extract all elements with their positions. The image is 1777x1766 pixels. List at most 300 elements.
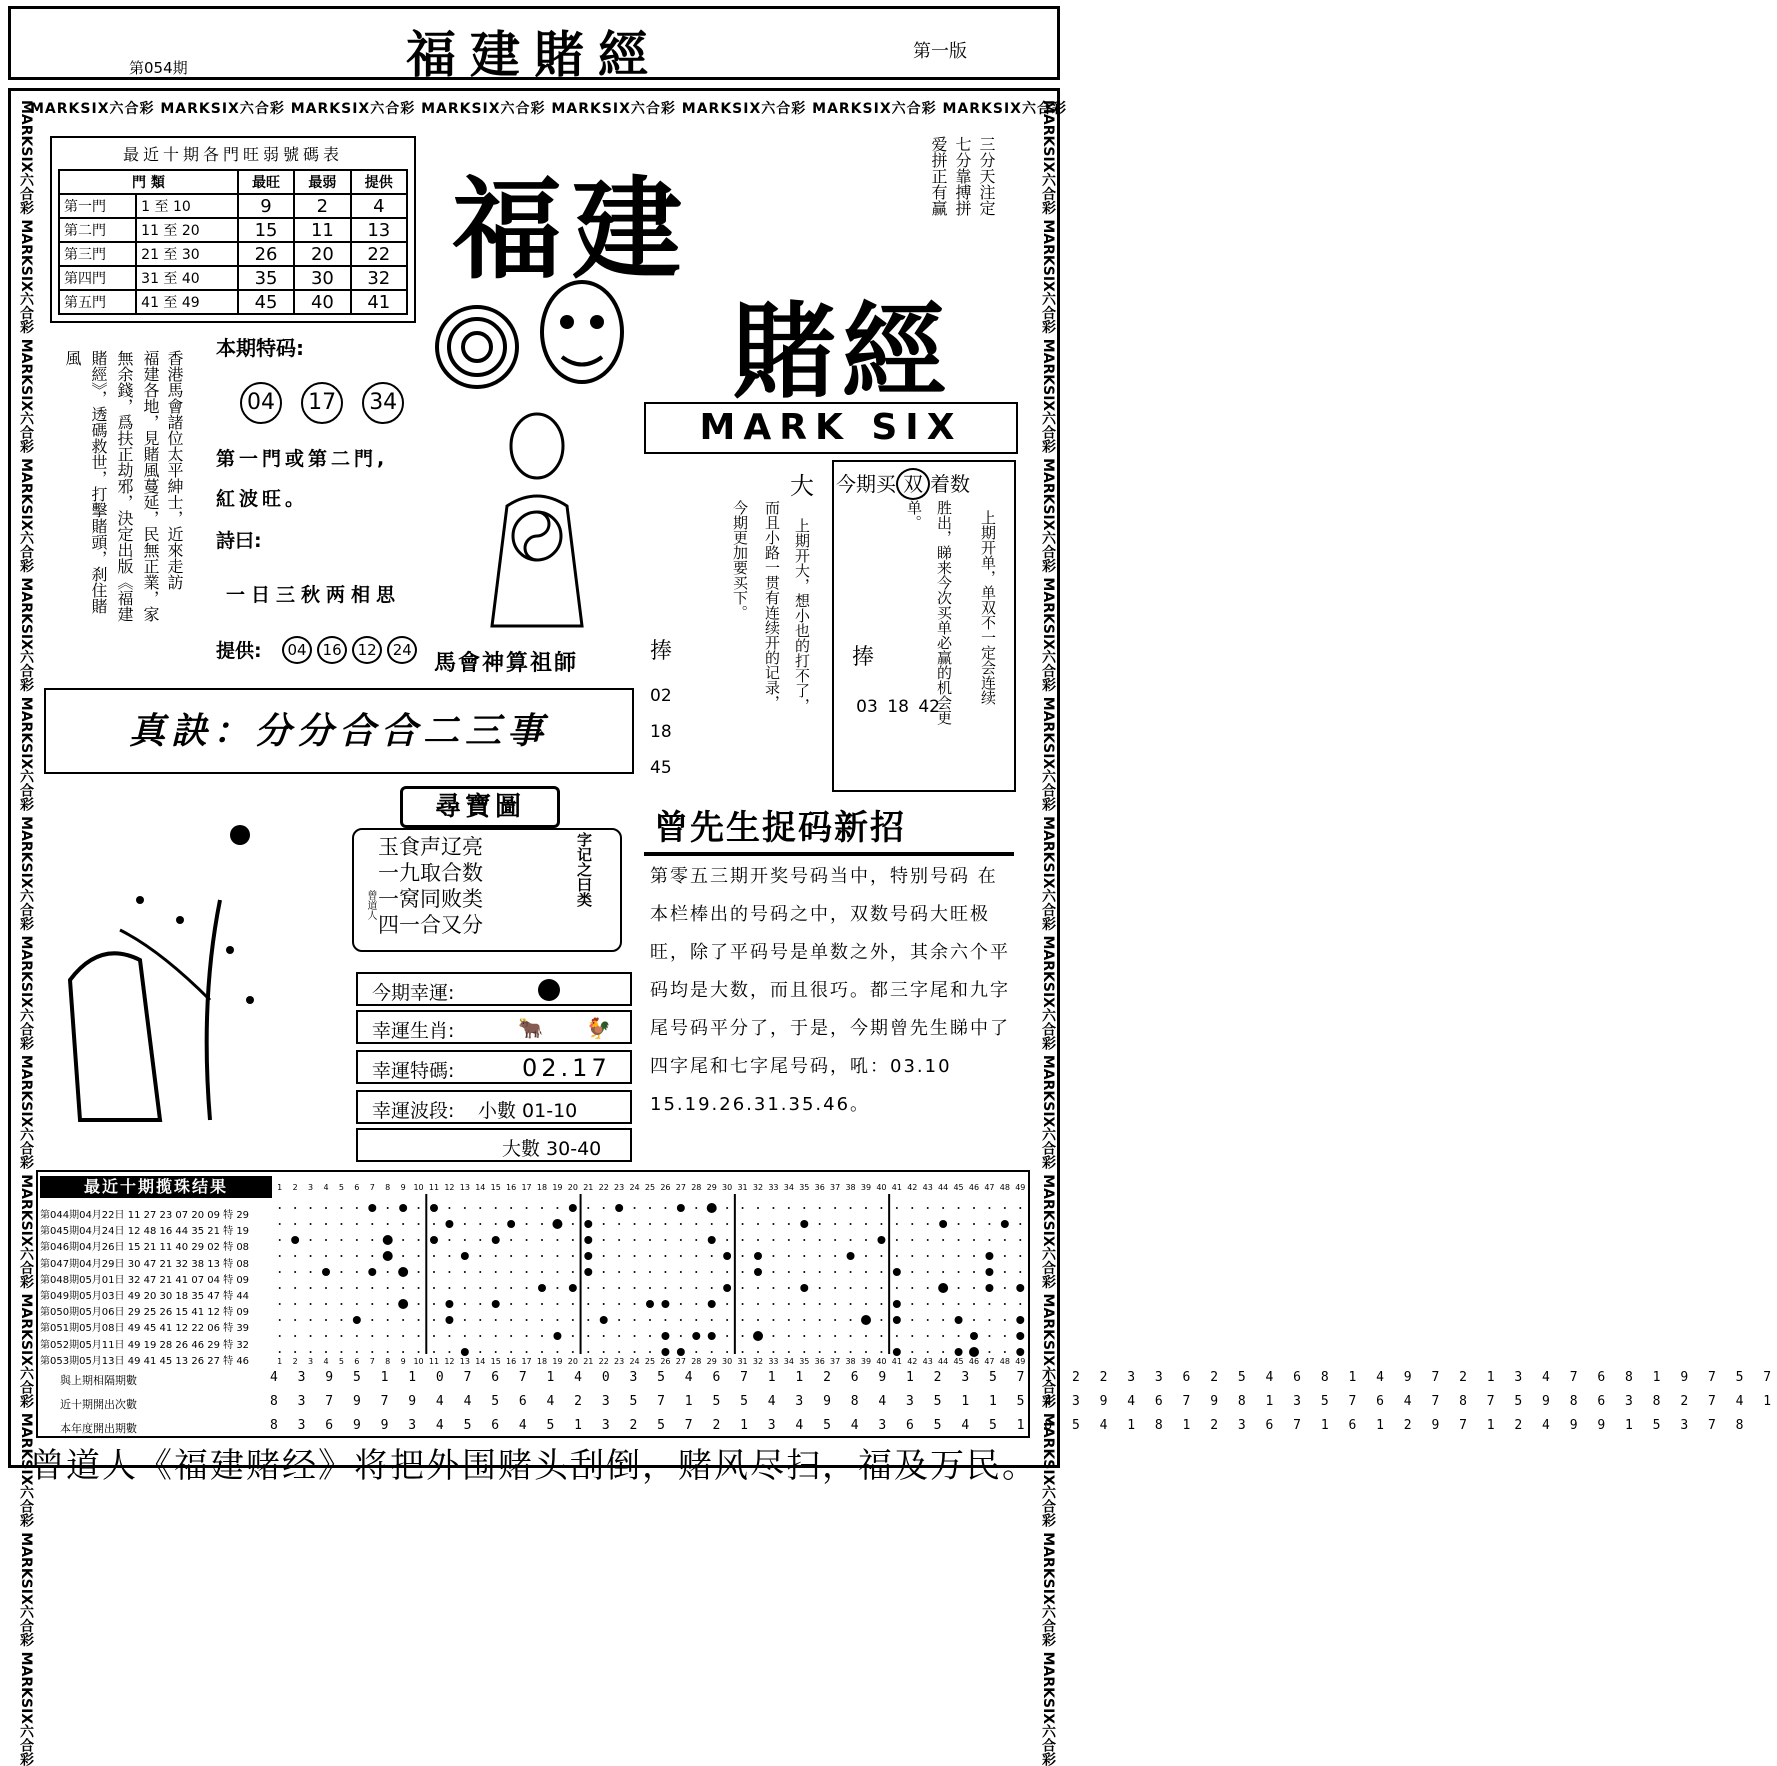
grid-dot: [479, 1239, 481, 1241]
grid-dot: [865, 1335, 867, 1337]
grid-dot: [865, 1271, 867, 1273]
door-name: 第三門: [59, 242, 136, 266]
drawn-ball-mark: [800, 1284, 808, 1292]
ball-number-footer: 8: [385, 1357, 391, 1366]
drawn-ball-mark: [584, 1268, 592, 1276]
grid-dot: [464, 1207, 466, 1209]
ball-number-footer: 39: [860, 1357, 872, 1366]
grid-dot: [418, 1351, 420, 1353]
grid-dot: [572, 1255, 574, 1257]
right-strip: MARKSIX六合彩 MARKSIX六合彩 MARKSIX六合彩 MARKSIX六合彩 MARKSIX六合彩 MARKSIX六合彩 MARKSIX六合彩 MARKSIX六合彩 MARKSIX六合彩 MARKSIX六合彩 MARKSIX六合彩 MARKSIX六合彩 MARKSIX六合彩 MARKSIX六合彩: [1040, 100, 1056, 1766]
drawn-ball-mark: [893, 1300, 901, 1308]
grid-dot: [772, 1335, 774, 1337]
ball-number-header: 18: [536, 1183, 548, 1192]
grid-dot: [495, 1319, 497, 1321]
grid-dot: [495, 1351, 497, 1353]
grid-dot: [603, 1351, 605, 1353]
table-row: [59, 242, 407, 266]
article-col: 香港馬會諸位太平紳士，近來走訪: [165, 350, 184, 590]
grid-dot: [850, 1319, 852, 1321]
grid-dot: [726, 1351, 728, 1353]
door-name: 第五門: [59, 290, 136, 314]
grid-dot: [294, 1287, 296, 1289]
grid-dot: [711, 1271, 713, 1273]
grid-dot: [356, 1255, 358, 1257]
drawn-ball-mark: [661, 1332, 669, 1340]
grid-dot: [850, 1271, 852, 1273]
grid-dot: [680, 1303, 682, 1305]
grid-dot: [927, 1207, 929, 1209]
hot-value: 9: [238, 194, 294, 218]
results-row: 第052期05月11日 49 19 28 26 46 29 特 32: [40, 1339, 250, 1351]
grid-dot: [850, 1207, 852, 1209]
drawn-ball-mark: [1016, 1332, 1024, 1340]
special-code: 04: [240, 382, 282, 424]
grid-dot: [819, 1271, 821, 1273]
grid-dot: [742, 1351, 744, 1353]
lucky-row: [356, 972, 632, 1006]
drawn-ball-mark: [322, 1268, 330, 1276]
col-header: 最旺: [238, 170, 294, 194]
grid-dot: [664, 1319, 666, 1321]
grid-dot: [958, 1271, 960, 1273]
grid-dot: [880, 1351, 882, 1353]
grid-dot: [927, 1223, 929, 1225]
ball-number-footer: 10: [413, 1357, 424, 1366]
stat-row: 4 3 9 5 1 1 0 7 6 7 1 4 0 3 5 4 6 7 1 1 2 6 9 1 2 3 5 7 1 2 2 3 3 6 2 5 4 6 8 1 4 9 7 2 1 3 4 7 6 8 1 9 7 5 7: [270, 1370, 1777, 1385]
ball-number-footer: 36: [814, 1357, 825, 1366]
grid-dot: [757, 1207, 759, 1209]
grid-dot: [418, 1223, 420, 1225]
hot-value: 26: [238, 242, 294, 266]
grid-dot: [711, 1351, 713, 1353]
grid-dot: [572, 1319, 574, 1321]
grid-dot: [664, 1287, 666, 1289]
grid-dot: [865, 1207, 867, 1209]
ball-number-footer: 3: [308, 1357, 314, 1366]
grid-dot: [803, 1255, 805, 1257]
grid-dot: [634, 1351, 636, 1353]
ball-number-footer: 41: [891, 1357, 902, 1366]
grid-dot: [340, 1207, 342, 1209]
grid-dot: [541, 1303, 543, 1305]
grid-dot: [788, 1207, 790, 1209]
give-value: 22: [351, 242, 407, 266]
grid-dot: [371, 1287, 373, 1289]
grid-dot: [695, 1223, 697, 1225]
grid-dot: [294, 1255, 296, 1257]
drawn-ball-mark: [1016, 1284, 1024, 1292]
grid-dot: [649, 1207, 651, 1209]
grid-dot: [680, 1239, 682, 1241]
ball-number-header: 40: [876, 1183, 887, 1192]
grid-dot: [510, 1303, 512, 1305]
grid-dot: [819, 1351, 821, 1353]
big-char: 大: [790, 472, 814, 500]
grid-dot: [418, 1271, 420, 1273]
grid-dot: [726, 1319, 728, 1321]
grid-dot: [371, 1335, 373, 1337]
drawn-ball-mark: [368, 1268, 376, 1276]
ball-number-footer: 4: [323, 1357, 329, 1366]
grid-dot: [541, 1207, 543, 1209]
grid-dot: [788, 1271, 790, 1273]
article-col: 福建各地，見賭風蔓延，民無正業，家: [141, 350, 160, 622]
grid-dot: [418, 1319, 420, 1321]
ball-number-header: 10: [413, 1183, 424, 1192]
grid-dot: [927, 1319, 929, 1321]
grid-dot: [603, 1271, 605, 1273]
grid-dot: [896, 1287, 898, 1289]
grid-dot: [310, 1303, 312, 1305]
drawn-ball-mark: [1016, 1316, 1024, 1324]
buy-text-col: 胜出，睇来今次买单必赢的机会更: [935, 500, 953, 725]
results-row: 第051期05月08日 49 45 41 12 22 06 特 39: [40, 1323, 250, 1335]
drawn-ball-mark: [754, 1252, 762, 1260]
grid-dot: [757, 1319, 759, 1321]
grid-dot: [433, 1351, 435, 1353]
grid-dot: [788, 1239, 790, 1241]
grid-dot: [880, 1287, 882, 1289]
grid-dot: [834, 1351, 836, 1353]
ball-number-header: 43: [922, 1183, 933, 1192]
grid-dot: [880, 1319, 882, 1321]
grid-dot: [649, 1351, 651, 1353]
ball-number-footer: 42: [907, 1357, 918, 1366]
grid-dot: [1004, 1255, 1006, 1257]
grid-dot: [279, 1351, 281, 1353]
motto-col: 七分靠搏拼: [953, 136, 972, 216]
grid-dot: [371, 1255, 373, 1257]
treasure-line: 一窝同败类: [378, 887, 483, 911]
ball-number-header: 17: [521, 1183, 532, 1192]
grid-dot: [310, 1335, 312, 1337]
grid-dot: [464, 1223, 466, 1225]
drawn-ball-mark: [723, 1284, 731, 1292]
ball-number-header: 14: [475, 1183, 486, 1192]
special-ball-mark: [383, 1235, 393, 1245]
drawn-ball-mark: [368, 1204, 376, 1212]
grid-dot: [618, 1335, 620, 1337]
header-box: [8, 6, 1060, 84]
grid-dot: [433, 1255, 435, 1257]
grid-dot: [711, 1255, 713, 1257]
grid-dot: [433, 1335, 435, 1337]
grid-dot: [510, 1255, 512, 1257]
grid-dot: [479, 1303, 481, 1305]
grid-dot: [294, 1303, 296, 1305]
grid-dot: [726, 1335, 728, 1337]
ball-number-footer: 33: [768, 1357, 779, 1366]
grid-dot: [618, 1303, 620, 1305]
grid-dot: [695, 1303, 697, 1305]
grid-dot: [634, 1287, 636, 1289]
ball-number-footer: 47: [984, 1357, 995, 1366]
drawn-ball-mark: [708, 1236, 716, 1244]
provide-code: 16: [317, 636, 347, 664]
drawn-ball-mark: [538, 1284, 546, 1292]
grid-dot: [541, 1271, 543, 1273]
grid-dot: [387, 1319, 389, 1321]
drawn-ball-mark: [800, 1220, 808, 1228]
grid-dot: [988, 1303, 990, 1305]
grid-dot: [927, 1335, 929, 1337]
grid-dot: [310, 1255, 312, 1257]
grid-dot: [371, 1351, 373, 1353]
grid-dot: [726, 1239, 728, 1241]
grid-dot: [896, 1255, 898, 1257]
drawn-ball-mark: [1016, 1348, 1024, 1356]
provide-codes: [282, 636, 417, 664]
grid-dot: [911, 1207, 913, 1209]
grid-dot: [310, 1223, 312, 1225]
treasure-title-box: [400, 786, 560, 828]
lucky-value: 大數 30-40: [502, 1138, 602, 1160]
grid-dot: [865, 1351, 867, 1353]
ball-number-footer: 28: [691, 1357, 702, 1366]
grid-dot: [356, 1303, 358, 1305]
spiral-icon: [432, 302, 522, 392]
door-range: 11 至 20: [136, 218, 238, 242]
zeng-body: 第零五三期开奖号码当中，特别号码 在本栏棒出的号码之中，双数号码大旺极旺，除了平码号是单数之外，其余六个平码均是大数，而且很巧。都三字尾和九字尾号码平分了，于是，今期曾先生睇中了四字尾和七字尾号码，吼：03.10 15.19.26.31.35.46。: [650, 866, 1010, 1115]
ball-number-footer: 30: [722, 1357, 733, 1366]
grid-dot: [973, 1239, 975, 1241]
drawn-ball-mark: [847, 1252, 855, 1260]
grid-dot: [526, 1287, 528, 1289]
ball-number-footer: 34: [783, 1357, 794, 1366]
drawn-ball-mark: [492, 1300, 500, 1308]
grid-dot: [973, 1319, 975, 1321]
grid-dot: [402, 1351, 404, 1353]
ball-number-header: 36: [814, 1183, 825, 1192]
grid-dot: [279, 1303, 281, 1305]
drawn-ball-mark: [677, 1204, 685, 1212]
grid-dot: [680, 1335, 682, 1337]
grid-dot: [418, 1207, 420, 1209]
grid-dot: [556, 1287, 558, 1289]
special-code: 34: [362, 382, 404, 424]
master-figure-icon: [452, 396, 622, 636]
grid-dot: [495, 1223, 497, 1225]
grid-dot: [711, 1319, 713, 1321]
grid-dot: [649, 1335, 651, 1337]
grid-dot: [834, 1223, 836, 1225]
ball-number-header: 34: [783, 1183, 794, 1192]
grid-dot: [803, 1239, 805, 1241]
grid-dot: [356, 1239, 358, 1241]
lucky-row: [356, 1050, 632, 1084]
grid-dot: [880, 1335, 882, 1337]
ball-number-footer: 9: [400, 1357, 406, 1366]
grid-dot: [603, 1207, 605, 1209]
grid-dot: [587, 1319, 589, 1321]
stat-label: 與上期相隔期數: [60, 1374, 137, 1387]
grid-dot: [556, 1239, 558, 1241]
grid-dot: [510, 1287, 512, 1289]
buy-prefix: 今期买: [836, 472, 896, 496]
drawn-ball-mark: [1001, 1220, 1009, 1228]
grid-dot: [541, 1239, 543, 1241]
grid-dot: [757, 1223, 759, 1225]
zeng-title: 曾先生捉码新招: [654, 808, 906, 848]
ball-number-header: 20: [567, 1183, 578, 1192]
grid-dot: [310, 1239, 312, 1241]
ball-number-footer: 26: [660, 1357, 671, 1366]
treasure-title: 尋寶圖: [434, 792, 525, 822]
grid-dot: [958, 1303, 960, 1305]
door-name: 第二門: [59, 218, 136, 242]
table-row: [59, 194, 407, 218]
grid-dot: [695, 1351, 697, 1353]
grid-dot: [325, 1303, 327, 1305]
grid-dot: [850, 1223, 852, 1225]
ball-number-header: 29: [706, 1183, 717, 1192]
grid-dot: [294, 1319, 296, 1321]
tree-illustration-icon: [60, 800, 320, 1130]
grid-dot: [1019, 1239, 1021, 1241]
ball-number-header: 30: [722, 1183, 733, 1192]
grid-dot: [356, 1207, 358, 1209]
drawn-ball-mark: [553, 1332, 561, 1340]
grid-dot: [587, 1351, 589, 1353]
special-ball-mark: [552, 1219, 562, 1229]
ball-number-header: 21: [583, 1183, 594, 1192]
ball-number-footer: 19: [552, 1357, 563, 1366]
drawn-ball-mark: [877, 1236, 885, 1244]
ball-number-header: 28: [691, 1183, 702, 1192]
grid-dot: [387, 1287, 389, 1289]
grid-dot: [803, 1303, 805, 1305]
bang-number: 02: [650, 686, 672, 706]
grid-dot: [695, 1271, 697, 1273]
buy-box: [832, 460, 1016, 792]
grid-dot: [556, 1303, 558, 1305]
grid-dot: [988, 1351, 990, 1353]
grid-dot: [757, 1351, 759, 1353]
drawn-ball-mark: [708, 1332, 716, 1340]
ball-number-footer: 43: [922, 1357, 933, 1366]
grid-dot: [850, 1351, 852, 1353]
ball-number-header: 12: [444, 1183, 455, 1192]
grid-dot: [634, 1255, 636, 1257]
grid-dot: [880, 1223, 882, 1225]
table-row: [59, 266, 407, 290]
col-header: 最弱: [294, 170, 350, 194]
buy-text-col: 上期开单，单双不一定会连续: [979, 510, 997, 705]
logo-line2: 賭經: [732, 290, 953, 413]
grid-dot: [556, 1255, 558, 1257]
grid-dot: [819, 1207, 821, 1209]
grid-dot: [310, 1271, 312, 1273]
grid-dot: [1004, 1351, 1006, 1353]
grid-dot: [495, 1335, 497, 1337]
big-text-col: 上期开大，想小也的打不了，: [793, 518, 811, 713]
grid-dot: [742, 1271, 744, 1273]
grid-dot: [742, 1223, 744, 1225]
grid-dot: [1004, 1271, 1006, 1273]
grid-dot: [340, 1335, 342, 1337]
article-col: 風: [63, 350, 82, 366]
grid-dot: [464, 1335, 466, 1337]
ball-number-header: 22: [598, 1183, 609, 1192]
special-ball-mark: [398, 1299, 408, 1309]
poem-label: 詩曰:: [216, 530, 262, 552]
results-row: 第053期05月13日 49 41 45 13 26 27 特 46: [40, 1355, 250, 1367]
grid-dot: [340, 1287, 342, 1289]
grid-dot: [742, 1255, 744, 1257]
ball-number-header: 25: [644, 1183, 656, 1192]
lucky-ball-icon: [538, 979, 560, 1001]
grid-dot: [664, 1239, 666, 1241]
provide-label: 提供:: [216, 640, 262, 662]
drawn-ball-mark: [507, 1220, 515, 1228]
grid-dot: [618, 1271, 620, 1273]
grid-dot: [911, 1335, 913, 1337]
grid-dot: [479, 1335, 481, 1337]
grid-dot: [634, 1303, 636, 1305]
drawn-ball-mark: [970, 1332, 978, 1340]
grid-dot: [572, 1335, 574, 1337]
grid-dot: [726, 1271, 728, 1273]
drawn-ball-mark: [353, 1316, 361, 1324]
grid-dot: [911, 1303, 913, 1305]
grid-dot: [402, 1223, 404, 1225]
grid-dot: [942, 1303, 944, 1305]
grid-dot: [973, 1303, 975, 1305]
ball-number-header: 23: [614, 1183, 625, 1192]
hot-value: 35: [238, 266, 294, 290]
grid-dot: [726, 1223, 728, 1225]
grid-dot: [988, 1223, 990, 1225]
treasure-line: 玉食声辽亮: [378, 835, 483, 859]
grid-dot: [819, 1303, 821, 1305]
grid-dot: [325, 1335, 327, 1337]
grid-dot: [973, 1255, 975, 1257]
ball-number-header: 1: [277, 1183, 283, 1192]
grid-dot: [680, 1223, 682, 1225]
drawn-ball-mark: [893, 1348, 901, 1356]
grid-dot: [572, 1239, 574, 1241]
grid-dot: [896, 1223, 898, 1225]
grid-dot: [942, 1239, 944, 1241]
grid-dot: [819, 1335, 821, 1337]
grid-dot: [958, 1207, 960, 1209]
grid-dot: [464, 1239, 466, 1241]
ball-number-footer: 14: [475, 1357, 486, 1366]
grid-dot: [603, 1287, 605, 1289]
grid-dot: [911, 1255, 913, 1257]
grid-dot: [726, 1207, 728, 1209]
grid-dot: [772, 1271, 774, 1273]
drawn-ball-mark: [893, 1268, 901, 1276]
grid-dot: [911, 1351, 913, 1353]
grid-dot: [572, 1351, 574, 1353]
grid-dot: [448, 1207, 450, 1209]
rooster-icon: 🐓: [586, 1016, 611, 1040]
grid-dot: [325, 1239, 327, 1241]
grid-dot: [634, 1207, 636, 1209]
grid-dot: [834, 1335, 836, 1337]
grid-dot: [1019, 1223, 1021, 1225]
grid-dot: [572, 1271, 574, 1273]
bang-number: 45: [650, 758, 672, 778]
door-range: 21 至 30: [136, 242, 238, 266]
grid-dot: [541, 1255, 543, 1257]
drawn-ball-mark: [985, 1284, 993, 1292]
grid-dot: [495, 1207, 497, 1209]
grid-dot: [911, 1239, 913, 1241]
grid-dot: [803, 1335, 805, 1337]
